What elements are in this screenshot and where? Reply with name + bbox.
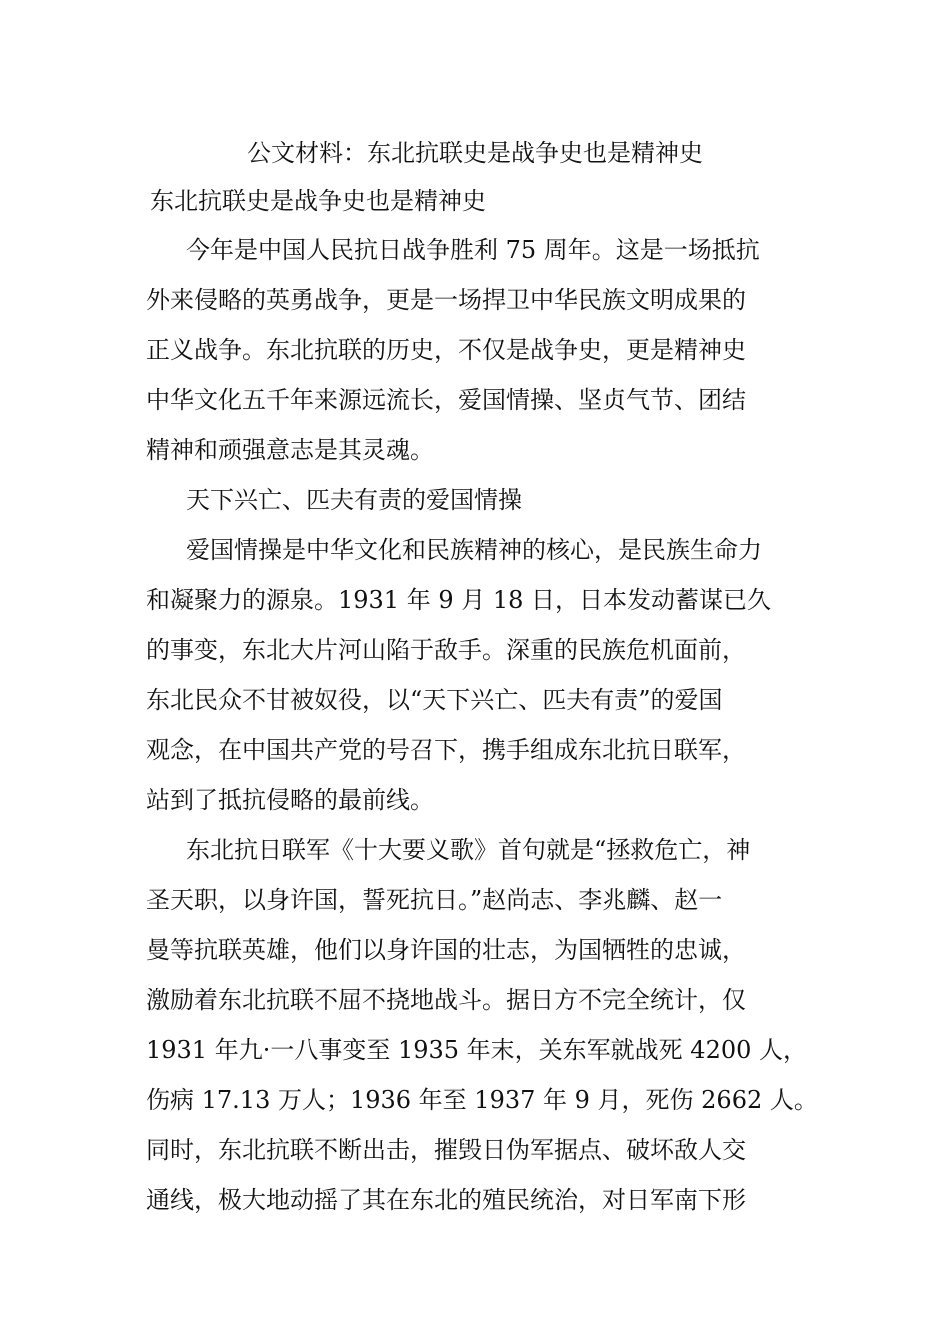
document-title: 公文材料：东北抗联史是战争史也是精神史 [247, 139, 703, 167]
body-line: 激励着东北抗联不屈不挠地战斗。据日方不完全统计，仅 [146, 986, 746, 1014]
body-line: 东北民众不甘被奴役，以“天下兴亡、匹夫有责”的爱国 [146, 686, 723, 714]
body-line: 曼等抗联英雄，他们以身许国的壮志，为国牺牲的忠诚， [146, 936, 746, 964]
body-line: 精神和顽强意志是其灵魂。 [146, 436, 434, 464]
body-line: 今年是中国人民抗日战争胜利 75 周年。这是一场抵抗 [186, 236, 760, 264]
body-line: 正义战争。东北抗联的历史，不仅是战争史，更是精神史 [146, 336, 746, 364]
body-line: 同时，东北抗联不断出击，摧毁日伪军据点、破坏敌人交 [146, 1136, 746, 1164]
body-line: 圣天职，以身许国，誓死抗日。”赵尚志、李兆麟、赵一 [146, 886, 723, 914]
body-line: 通线，极大地动摇了其在东北的殖民统治，对日军南下形 [146, 1186, 746, 1214]
body-line: 站到了抵抗侵略的最前线。 [146, 786, 434, 814]
document-body [146, 232, 826, 1232]
body-line: 外来侵略的英勇战争，更是一场捍卫中华民族文明成果的 [146, 286, 746, 314]
body-line: 中华文化五千年来源远流长，爱国情操、坚贞气节、团结 [146, 386, 746, 414]
document-subtitle: 东北抗联史是战争史也是精神史 [150, 187, 486, 215]
body-line: 1931 年九·一八事变至 1935 年末，关东军就战死 4200 人， [146, 1036, 808, 1064]
body-line: 观念，在中国共产党的号召下，携手组成东北抗日联军， [146, 736, 746, 764]
body-line: 伤病 17.13 万人；1936 年至 1937 年 9 月，死伤 2662 人。 [146, 1086, 818, 1114]
body-line: 和凝聚力的源泉。1931 年 9 月 18 日，日本发动蓄谋已久 [146, 586, 772, 614]
body-line: 东北抗日联军《十大要义歌》首句就是“拯救危亡，神 [186, 836, 751, 864]
section-heading: 天下兴亡、匹夫有责的爱国情操 [186, 486, 522, 514]
body-line: 爱国情操是中华文化和民族精神的核心，是民族生命力 [186, 536, 762, 564]
body-line: 的事变，东北大片河山陷于敌手。深重的民族危机面前， [146, 636, 746, 664]
